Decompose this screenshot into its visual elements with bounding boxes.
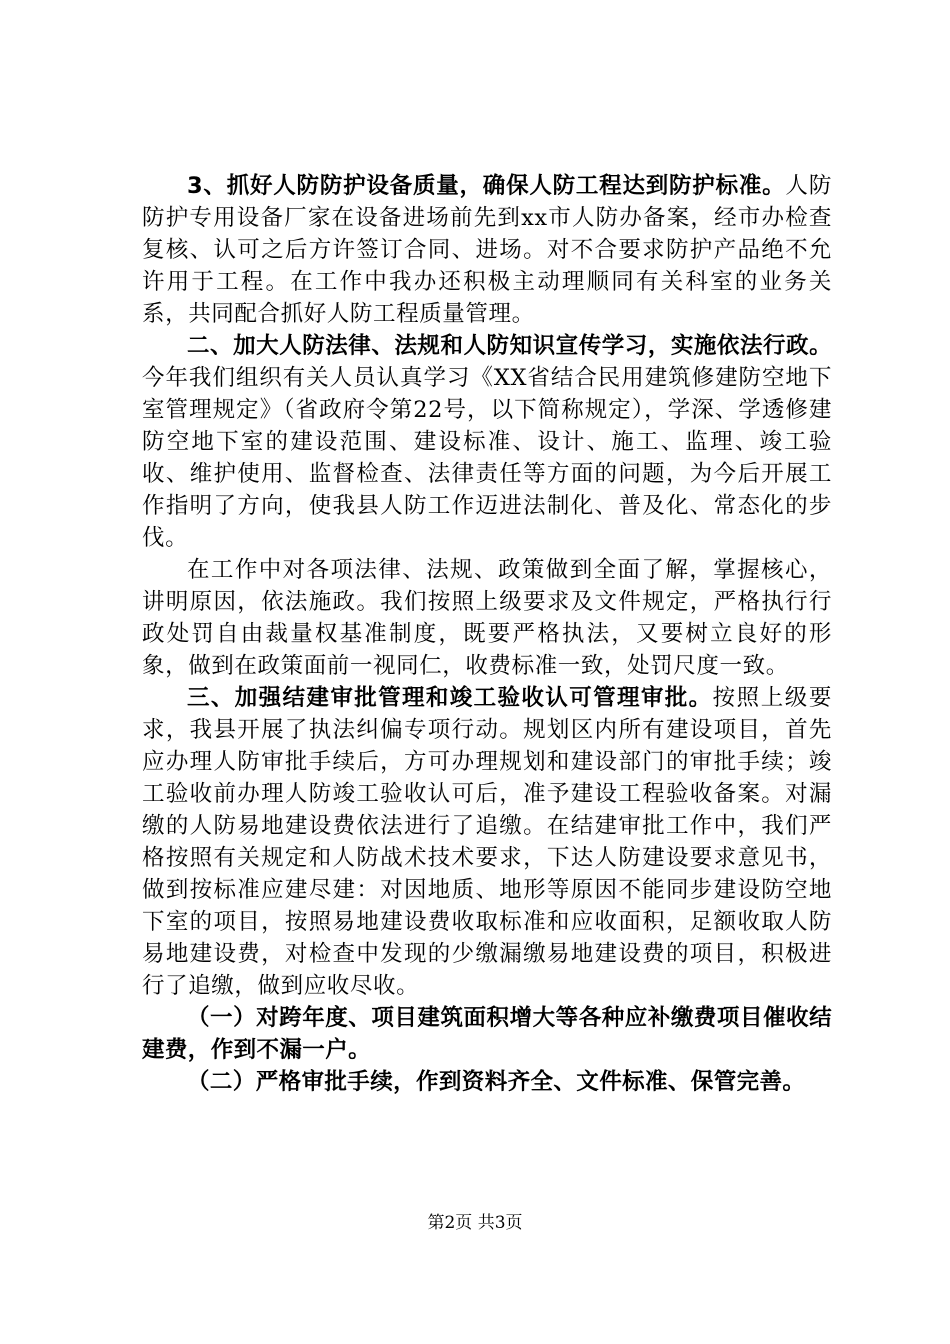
paragraph-approval-management bbox=[142, 682, 832, 1002]
paragraph-law-publicity bbox=[142, 330, 832, 554]
document-body bbox=[142, 170, 832, 1098]
paragraph-text: 在工作中对各项法律、法规、政策做到全面了解，掌握核心，讲明原因，依法施政。我们按照上级要求及文件规定，严格执行行政处罚自由裁量权基准制度，既要严格执法，又要树立良好的形象，做到在政策面前一视同仁，收费标准一致，处罚尺度一致。 bbox=[142, 557, 832, 679]
list-item-heading: （一）对跨年度、项目建筑面积增大等各种应补缴费项目催收结建费，作到不漏一户。 bbox=[142, 1005, 832, 1063]
paragraph-item-two bbox=[142, 1066, 832, 1098]
paragraph-law-enforcement bbox=[142, 554, 832, 682]
list-item-heading: （二）严格审批手续，作到资料齐全、文件标准、保管完善。 bbox=[187, 1069, 806, 1095]
paragraph-text: 今年我们组织有关人员认真学习《XX省结合民用建筑修建防空地下室管理规定》（省政府令第22号，以下简称规定），学深、学透修建防空地下室的建设范围、建设标准、设计、施工、监理、竣工验收、维护使用、监督检查、法律责任等方面的问题，为今后开展工作指明了方向，使我县人防工作迈进法制化、普及化、常态化的步伐。 bbox=[142, 365, 832, 551]
paragraph-text: 按照上级要求，我县开展了执法纠偏专项行动。规划区内所有建设项目，首先应办理人防审批手续后，方可办理规划和建设部门的审批手续；竣工验收前办理人防竣工验收认可后，准予建设工程验收备案。对漏缴的人防易地建设费依法进行了追缴。在结建审批工作中，我们严格按照有关规定和人防战术技术要求，下达人防建设要求意见书，做到按标准应建尽建：对因地质、地形等原因不能同步建设防空地下室的项目，按照易地建设费收取标准和应收面积，足额收取人防易地建设费，对检查中发现的少缴漏缴易地建设费的项目，积极进行了追缴，做到应收尽收。 bbox=[142, 685, 832, 999]
paragraph-equipment-quality bbox=[142, 170, 832, 330]
page-number-footer: 第2页 共3页 bbox=[427, 1213, 523, 1233]
paragraph-text: 人防防护专用设备厂家在设备进场前先到xx市人防办备案，经市办检查复核、认可之后方许签订合同、进场。对不合要求防护产品绝不允许用于工程。在工作中我办还积极主动理顺同有关科室的业务关系，共同配合抓好人防工程质量管理。 bbox=[142, 173, 833, 327]
paragraph-heading: 3、抓好人防防护设备质量，确保人防工程达到防护标准。 bbox=[187, 173, 786, 199]
section-heading-three: 三、加强结建审批管理和竣工验收认可管理审批。 bbox=[187, 685, 713, 711]
paragraph-item-one bbox=[142, 1002, 832, 1066]
section-heading-two: 二、加大人防法律、法规和人防知识宣传学习，实施依法行政。 bbox=[187, 333, 832, 359]
